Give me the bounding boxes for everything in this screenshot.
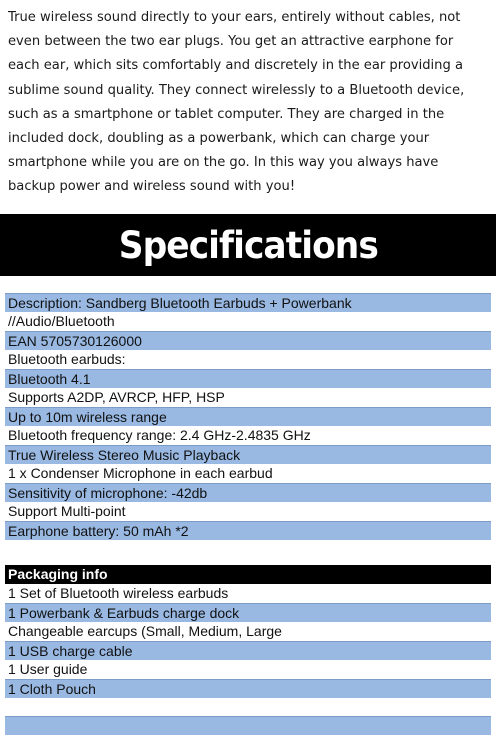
packaging-row: 1 User guide <box>5 660 491 679</box>
packaging-row: 1 USB charge cable <box>5 641 491 660</box>
spec-row: Bluetooth frequency range: 2.4 GHz-2.4835 GHz <box>5 426 491 445</box>
spec-row: EAN 5705730126000 <box>5 331 491 350</box>
packaging-row: 1 Set of Bluetooth wireless earbuds <box>5 584 491 603</box>
packaging-header: Packaging info <box>5 565 491 584</box>
spec-row: Up to 10m wireless range <box>5 407 491 426</box>
spec-row: Supports A2DP, AVRCP, HFP, HSP <box>5 388 491 407</box>
packaging-row: Changeable earcups (Small, Medium, Large <box>5 622 491 641</box>
specifications-title: Specifications <box>118 223 378 267</box>
spec-row: //Audio/Bluetooth <box>5 312 491 331</box>
spec-row: Description: Sandberg Bluetooth Earbuds + Powerbank <box>5 293 491 312</box>
spec-row: Bluetooth earbuds: <box>5 350 491 369</box>
spec-row: Sensitivity of microphone: -42db <box>5 483 491 502</box>
specifications-banner <box>0 214 496 276</box>
spec-row: 1 x Condenser Microphone in each earbud <box>5 464 491 483</box>
packaging-table <box>5 565 491 698</box>
packaging-row: 1 Cloth Pouch <box>5 679 491 698</box>
spec-row: Bluetooth 4.1 <box>5 369 491 388</box>
packaging-row: 1 Powerbank & Earbuds charge dock <box>5 603 491 622</box>
product-description: True wireless sound directly to your ears, entirely without cables, not even between the two ear plugs. You get an attractive earphone for each ear, which sits comfortably and discretely in the ear providing a sublime sound quality. They connect wirelessly to a Bluetooth device, such as a smartphone or tablet computer. They are charged in the included dock, doubling as a powerbank, which can charge your smartphone while you are on the go. In this way you always have backup power and wireless sound with you! <box>8 10 465 195</box>
spec-row: Earphone battery: 50 mAh *2 <box>5 521 491 540</box>
spec-row: True Wireless Stereo Music Playback <box>5 445 491 464</box>
specifications-table <box>5 293 491 540</box>
empty-table-row <box>5 716 491 735</box>
spec-row: Support Multi-point <box>5 502 491 521</box>
